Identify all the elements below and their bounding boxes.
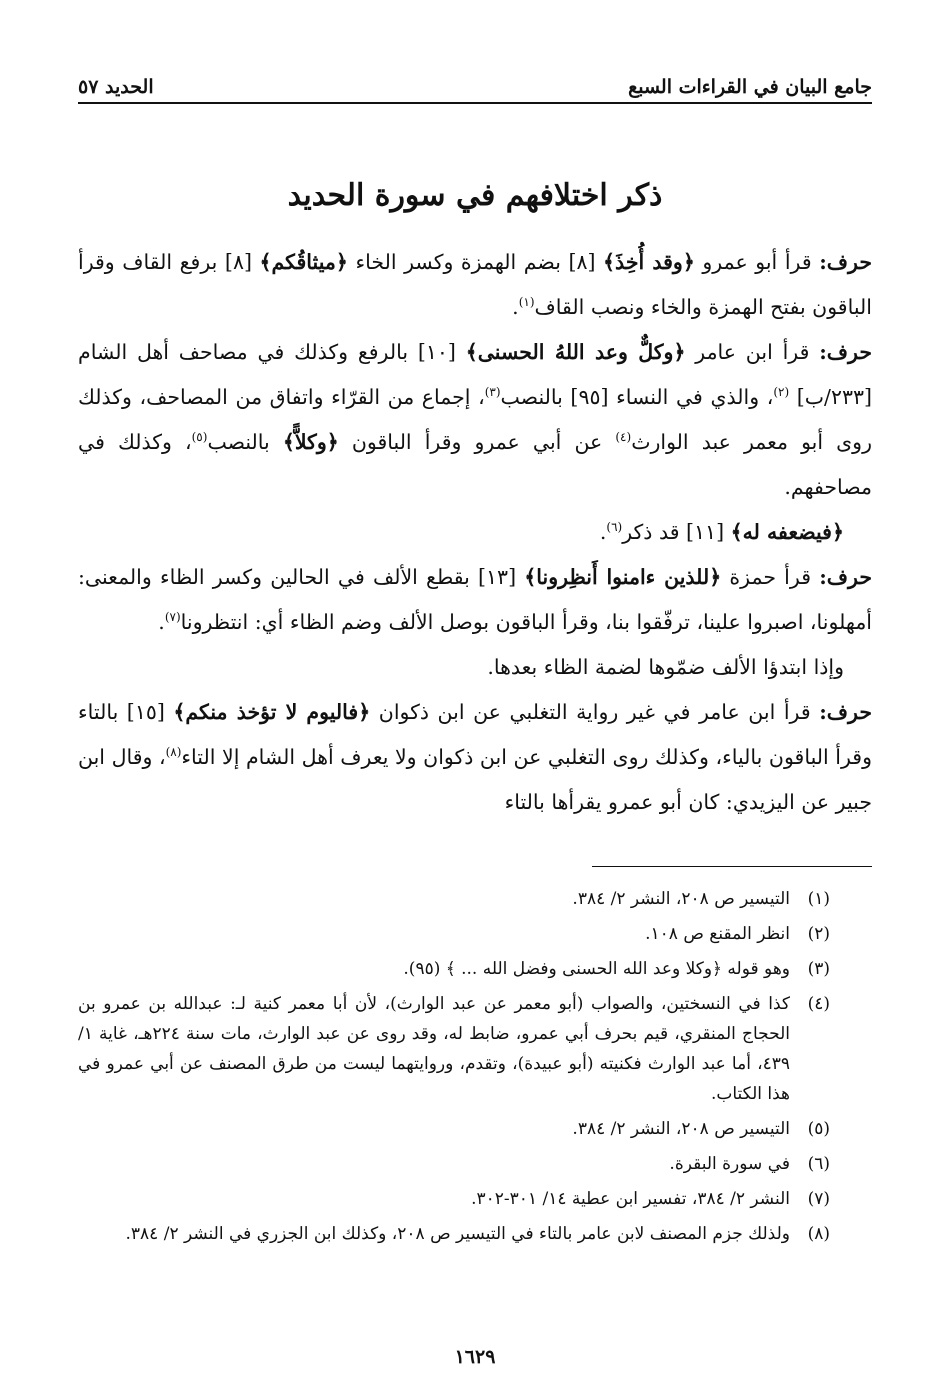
footnote-ref: (٤)	[615, 430, 632, 445]
footnote-text: في سورة البقرة.	[669, 1154, 790, 1174]
text-run: .	[158, 610, 165, 634]
text-run: قرأ ابن عامر في غير رواية التغلبي عن ابن ذكوان	[370, 700, 820, 724]
text-run: .	[512, 295, 519, 319]
footnote-ref: (٣)	[484, 385, 501, 400]
quran-quote: ﴿فيضعفه له﴾	[730, 520, 844, 544]
footnote-ref: (٧)	[164, 610, 181, 625]
text-run: [١٠] بالرفع وكذلك في مصاحف أهل الشام [٢٣٣/ب]	[78, 340, 872, 409]
footnote-text: التيسير ص ٢٠٨، النشر ٢/ ٣٨٤.	[572, 889, 790, 909]
footnote-text: ولذلك جزم المصنف لابن عامر بالتاء في التيسير ص ٢٠٨، وكذلك ابن الجزري في النشر ٢/ ٣٨٤.	[125, 1224, 790, 1244]
text-run: [٨] برفع القاف وقرأ الباقون بفتح الهمزة والخاء ونصب القاف	[78, 250, 872, 319]
footnote-number: (٥)	[807, 1119, 830, 1139]
footnote	[78, 954, 830, 984]
harf-label: حرف:	[819, 565, 873, 589]
footnote-number: (١)	[807, 889, 830, 909]
footnote-number: (٨)	[807, 1224, 830, 1244]
quran-quote: ﴿للذين ءامنوا أَنظِرونا﴾	[524, 565, 722, 589]
footnote-number: (٢)	[807, 924, 830, 944]
text-run: بالنصب	[207, 430, 283, 454]
paragraph	[78, 510, 872, 555]
footnote	[78, 1114, 830, 1144]
footnote-text: انظر المقنع ص ١٠٨.	[645, 924, 790, 944]
paragraph	[78, 240, 872, 330]
paragraph	[78, 555, 872, 645]
footnote	[78, 884, 830, 914]
main-text	[78, 240, 872, 825]
text-run: ، والذي في النساء [٩٥] بالنصب	[500, 385, 774, 409]
quran-quote: ﴿وكلٌّ وعد اللهُ الحسنى﴾	[465, 340, 686, 364]
footnote	[78, 989, 830, 1109]
footnote-ref: (٥)	[191, 430, 208, 445]
page-number: ١٦٢٩	[454, 1346, 496, 1368]
footnote-ref: (١)	[518, 295, 535, 310]
footnote-text: التيسير ص ٢٠٨، النشر ٢/ ٣٨٤.	[572, 1119, 790, 1139]
header-rule	[78, 102, 872, 104]
text-run: قرأ ابن عامر	[685, 340, 820, 364]
harf-label: حرف:	[819, 250, 872, 274]
surah-label: الحديد ٥٧	[78, 76, 154, 98]
footnote	[78, 1184, 830, 1214]
text-run: ، وكذلك في مصاحفهم.	[78, 430, 872, 499]
text-run: [١١] قد ذكر	[622, 520, 731, 544]
quran-quote: ﴿فاليوم لا تؤخذ منكم﴾	[173, 700, 371, 724]
footnote-text: وهو قوله ﴿وكلا وعد الله الحسنى وفضل الله ... ﴾ (٩٥).	[403, 959, 790, 979]
paragraph	[78, 690, 872, 825]
footnote	[78, 1219, 830, 1249]
footnote-number: (٣)	[807, 959, 830, 979]
harf-label: حرف:	[819, 340, 873, 364]
text-run: ، إجماع من القرّاء واتفاق من المصاحف، وكذلك روى أبو معمر عبد الوارث	[78, 385, 872, 454]
footnotes	[78, 884, 830, 1254]
text-run: [٨] بضم الهمزة وكسر الخاء	[347, 250, 604, 274]
footnote	[78, 919, 830, 949]
footnote-ref: (٨)	[165, 745, 182, 760]
harf-label: حرف:	[819, 700, 872, 724]
quran-quote: ﴿وقد أُخِذَ﴾	[603, 250, 695, 274]
text-run: .	[599, 520, 607, 544]
footnote	[78, 1149, 830, 1179]
text-run: [١٥] بالتاء وقرأ الباقون بالياء، وكذلك روى التغلبي عن ابن ذكوان ولا يعرف أهل الشام إلا التاء	[78, 700, 872, 769]
footnote-ref: (٦)	[606, 520, 623, 535]
footnote-ref: (٢)	[773, 385, 790, 400]
text-run: وإذا ابتدؤا الألف ضمّوها لضمة الظاء بعدها.	[487, 655, 844, 679]
quran-quote: ﴿وكلاًّ﴾	[282, 430, 339, 454]
footnote-number: (٦)	[807, 1154, 830, 1174]
text-run: [١٣] بقطع الألف في الحالين وكسر الظاء والمعنى: أمهلونا، اصبروا علينا، ترفّقوا بنا، وقرأ الباقون بوصل الألف وضم الظاء أي: انتظرونا	[78, 565, 872, 634]
text-run: عن أبي عمرو وقرأ الباقون	[338, 430, 616, 454]
footnote-text: النشر ٢/ ٣٨٤، تفسير ابن عطية ١٤/ ٣٠١-٣٠٢.	[471, 1189, 790, 1209]
chapter-title: ذكر اختلافهم في سورة الحديد	[287, 178, 663, 213]
text-run: قرأ حمزة	[721, 565, 820, 589]
running-header	[78, 66, 872, 98]
text-run: ، وقال ابن جبير عن اليزيدي: كان أبو عمرو يقرأها بالتاء	[78, 745, 872, 814]
paragraph	[78, 645, 872, 690]
footnote-number: (٤)	[807, 994, 830, 1014]
footnote-number: (٧)	[807, 1189, 830, 1209]
paragraph	[78, 330, 872, 510]
text-run: قرأ أبو عمرو	[694, 250, 820, 274]
quran-quote: ﴿ميثاقُكم﴾	[259, 250, 348, 274]
footnotes-separator	[592, 866, 872, 867]
book-title: جامع البيان في القراءات السبع	[628, 76, 872, 98]
footnote-text: كذا في النسختين، والصواب (أبو معمر عن عبد الوارث)، لأن أبا معمر كنية لـ: عبدالله بن عمرو بن الحجاج المنقري، قيم بحرف أبي عمرو، ضابط له، وقد روى عن عبد الوارث، مات سنة ٢٢٤هـ، غاية ١/ ٤٣٩، أما عبد الوارث فكنيته (أبو عبيدة)، وتقدم، وروايتهما ليست من طرق المصنف عن أبي عمرو في هذا الكتاب.	[78, 994, 791, 1104]
